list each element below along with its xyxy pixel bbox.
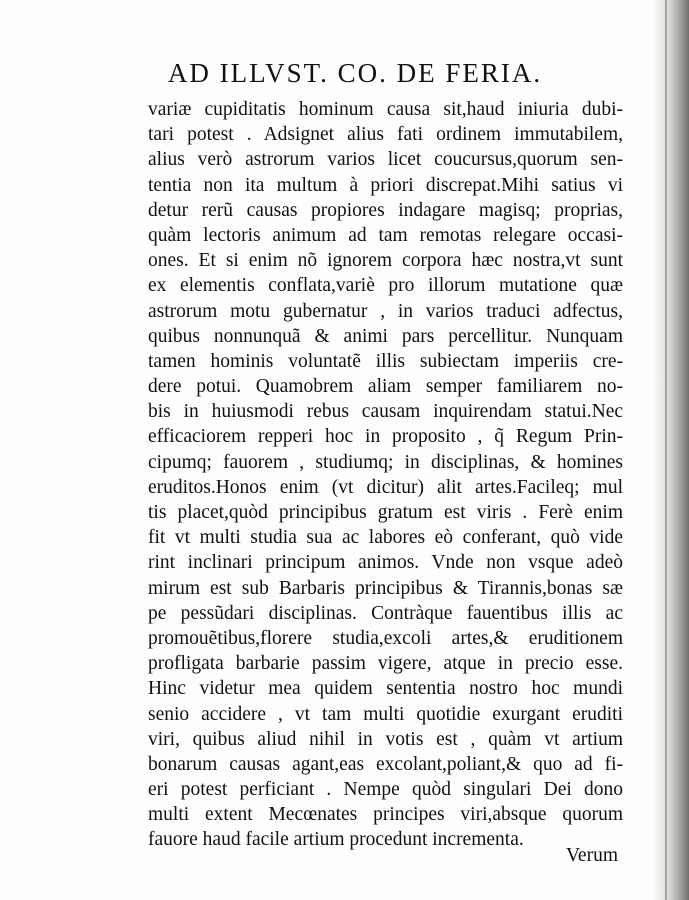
catchword: Verum xyxy=(566,845,618,866)
text-line: pe pessũdari disciplinas. Contràque fauentibus illis ac xyxy=(148,602,623,624)
text-line: quàm lectoris animum ad tam remotas relegare occasi- xyxy=(148,224,623,246)
text-line: profligata barbarie passim vigere, atque in precio esse. xyxy=(148,653,623,675)
text-line: senio accidere , vt tam multi quotidie exurgant eruditi xyxy=(148,703,623,725)
text-line: fauore haud facile artium procedunt incrementa. xyxy=(148,829,524,851)
text-line: multi extent Mecœnates principes viri,absque quorum xyxy=(148,804,623,826)
text-line: ones. Et si enim nõ ignorem corpora hæc nostra,vt sunt xyxy=(148,250,623,272)
text-line: eruditos.Honos enim (vt dicitur) alit artes.Facileq; mul xyxy=(148,476,623,498)
text-line: alius verò astrorum varios licet coucursus,quorum sen- xyxy=(148,149,623,171)
text-line: mirum est sub Barbaris principibus & Tirannis,bonas sæ xyxy=(148,577,623,599)
gutter-edge-line xyxy=(665,0,667,900)
text-line: efficaciorem repperi hoc in proposito , q̃ Regum Prin- xyxy=(148,426,623,448)
text-line: dere potui. Quamobrem aliam semper familiarem no- xyxy=(148,376,623,398)
text-line: eri potest perficiant . Nempe quòd singulari Dei dono xyxy=(148,779,623,801)
text-line: astrorum motu gubernatur , in varios traduci adfectus, xyxy=(148,300,623,322)
text-line: rint inclinari principum animos. Vnde non vsque adeò xyxy=(148,552,623,574)
text-line: bonarum causas agant,eas excolant,poliant,& quo ad fi- xyxy=(148,753,623,775)
text-line: tentia non ita multum à priori discrepat.Mihi satius vi xyxy=(148,174,623,196)
running-head: AD ILLVST. CO. DE FERIA. xyxy=(167,58,543,88)
text-line: cipumq; fauorem , studiumq; in disciplinas, & homines xyxy=(148,451,623,473)
text-line: viri, quibus aliud nihil in votis est , quàm vt artium xyxy=(148,728,623,750)
text-line: tis placet,quòd principibus gratum est viris . Ferè enim xyxy=(148,502,623,523)
text-line: bis in huiusmodi rebus causam inquirendam statui.Nec xyxy=(148,401,623,423)
text-line: tari potest . Adsignet alius fati ordinem immutabilem, xyxy=(148,124,623,146)
text-line: Hinc videtur mea quidem sententia nostro hoc mundi xyxy=(148,678,623,700)
text-line: detur rerũ causas propiores indagare magisq; proprias, xyxy=(148,199,623,221)
text-line: tamen hominis voluntatẽ illis subiectam imperiis cre- xyxy=(148,350,623,372)
text-line: promouẽtibus,florere studia,excoli artes,& eruditionem xyxy=(148,627,623,649)
page-gutter-shadow xyxy=(653,0,689,900)
text-line: ex elementis conflata,variè pro illorum mutatione quæ xyxy=(148,275,623,297)
text-line: fit vt multi studia sua ac labores eò conferant, quò vide xyxy=(148,527,623,549)
text-line: quibus nonnunquã & animi pars percellitur. Nunquam xyxy=(148,325,623,347)
text-line: variæ cupiditatis hominum causa sit,haud iniuria dubi- xyxy=(148,99,623,120)
body-text xyxy=(148,97,623,853)
